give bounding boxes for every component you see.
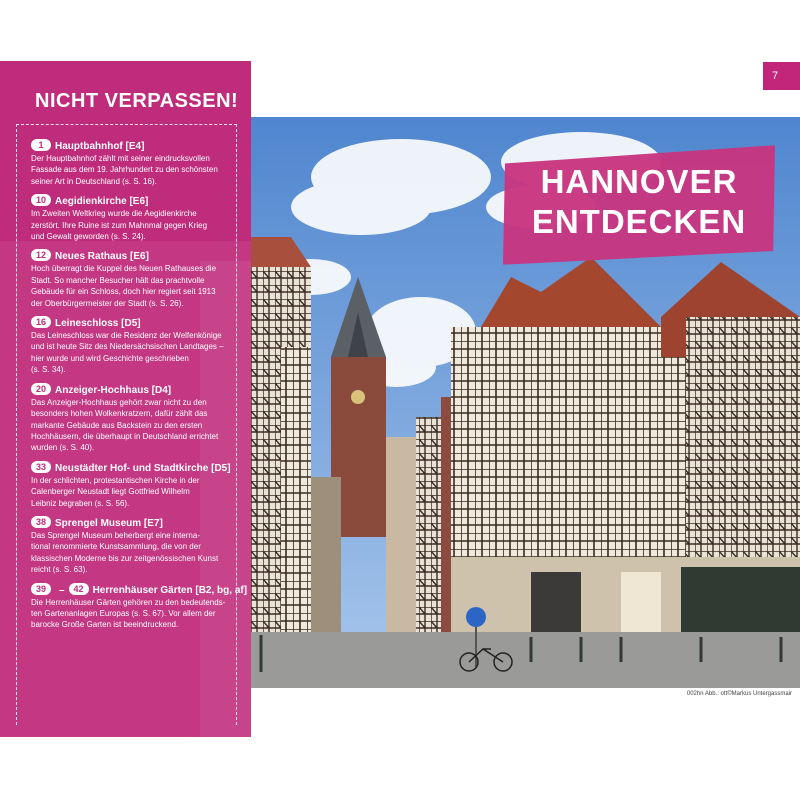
entry-line: Hoch überragt die Kuppel des Neuen Rathauses die (31, 264, 217, 274)
banner-line-2: ENTDECKEN (531, 203, 747, 240)
entry-line: ten Gartenanlagen Europas (s. S. 67). Vor allem der (31, 608, 216, 618)
entry-heading (31, 316, 239, 330)
entry-line: Fassade aus dem 19. Jahrhundert zu den schönsten (31, 165, 218, 175)
entry-line: zerstört. Ihre Ruine ist zum Mahnmal gegen Krieg (31, 220, 208, 230)
banner-title (501, 162, 777, 242)
entry-title: Leineschloss [D5] (55, 318, 141, 330)
entry-line: reicht (s. S. 63). (31, 565, 88, 575)
entry-title: Neues Rathaus [E6] (55, 251, 149, 263)
photo-credit: 002hn Abb.: ott©Markus Untergassmair (686, 691, 792, 697)
entry-line: besonders hohen Wolkenkratzern, dafür zählt das (31, 409, 208, 419)
entry-line: Hochhäusern, die überhaupt in Deutschland errichtet (31, 431, 219, 441)
entry-line: Das Sprengel Museum beherbergt eine interna- (31, 530, 200, 540)
entry-heading (31, 249, 239, 263)
entry-line: Der Hauptbahnhof zählt mit seiner eindrucksvollen (31, 154, 210, 163)
entry-heading (31, 194, 239, 208)
sight-number-badge: 12 (31, 249, 51, 261)
sidebar-title: NICHT VERPASSEN! (35, 90, 239, 112)
entry-line: Gebäude für ein Schloss, doch hier regiert seit 1913 (31, 287, 216, 297)
entry-line: tional renommierte Kunstsammlung, die von der (31, 542, 201, 552)
sight-entry-sprengel-museum (31, 516, 239, 576)
entry-line: Calenberger Neustadt liegt Gottfried Wilhelm (31, 487, 190, 497)
sight-number-badge: 20 (31, 383, 51, 395)
sight-entry-leineschloss (31, 316, 239, 376)
entry-title: Sprengel Museum [E7] (55, 517, 163, 529)
entry-line: wurden (s. S. 40). (31, 443, 95, 453)
sight-entry-neues-rathaus (31, 249, 239, 309)
entry-line: und ist heute Sitz des Niedersächsischen Landtages – (31, 342, 224, 352)
entry-line: Stadt. So mancher Besucher hält das prachtvolle (31, 275, 205, 285)
sight-entry-neustaedter-kirche (31, 461, 239, 509)
entry-heading (31, 383, 239, 397)
entry-heading (31, 516, 239, 530)
sight-number-badge: 10 (31, 194, 51, 206)
entry-line: (s. S. 34). (31, 365, 66, 375)
sight-list (31, 139, 248, 638)
sight-entry-hauptbahnhof (31, 139, 239, 187)
sight-entry-aegidienkirche (31, 194, 239, 242)
page-number: 7 (763, 62, 800, 90)
entry-description (31, 597, 239, 631)
entry-line: In der schlichten, protestantischen Kirche in der (31, 475, 200, 485)
entry-description (31, 330, 239, 376)
banner-line-1: HANNOVER (540, 163, 738, 200)
entry-line: Das Anzeiger-Hochhaus gehört zwar nicht zu den (31, 397, 207, 407)
entry-line: der Oberbürgermeister der Stadt (s. S. 26). (31, 298, 184, 308)
entry-line: Im Zweiten Weltkrieg wurde die Aegidienkirche (31, 209, 197, 219)
nicht-verpassen-sidebar (0, 61, 251, 737)
sight-entry-herrenhaeuser-gaerten (31, 583, 248, 631)
entry-line: und Gewalt geworden (s. S. 24). (31, 232, 146, 242)
entry-line: hier wurde und wird Geschichte geschrieben (31, 353, 189, 363)
entry-heading (31, 461, 239, 475)
entry-description (31, 263, 239, 309)
entry-description (31, 475, 239, 509)
entry-heading (31, 583, 248, 597)
range-dash: – (59, 584, 65, 596)
sight-number-badge: 16 (31, 316, 51, 328)
sight-number-badge: 1 (31, 139, 51, 151)
entry-title: Neustädter Hof- und Stadtkirche [D5] (55, 462, 231, 474)
entry-heading (31, 139, 239, 153)
entry-line: seiner Art in Deutschland (s. S. 16). (31, 176, 157, 186)
entry-title: Hauptbahnhof [E4] (55, 141, 145, 152)
sight-number-badge: 42 (69, 583, 89, 595)
entry-line: Das Leineschloss war die Residenz der Welfenkönige (31, 331, 222, 341)
entry-description (31, 208, 239, 242)
entry-description (31, 530, 239, 576)
entry-description (31, 397, 239, 454)
entry-line: Die Herrenhäuser Gärten gehören zu den bedeutends- (31, 597, 226, 607)
entry-line: markante Gebäude aus Backstein zu den ersten (31, 420, 203, 430)
entry-line: klassischen Moderne bis zur zeitgenössischen Kunst (31, 553, 219, 563)
sight-entry-anzeiger-hochhaus (31, 383, 239, 454)
sight-number-badge: 38 (31, 516, 51, 528)
entry-title: Aegidienkirche [E6] (55, 196, 149, 208)
entry-title: Anzeiger-Hochhaus [D4] (55, 384, 172, 396)
title-banner (501, 150, 777, 260)
sight-number-badge: 39 (31, 583, 51, 595)
entry-title: Herrenhäuser Gärten [B2, bg, af] (92, 584, 248, 596)
entry-line: barocke Große Garten ist beeindruckend. (31, 620, 179, 630)
entry-description (31, 153, 239, 187)
sight-number-badge: 33 (31, 461, 51, 473)
entry-line: Leibniz begraben (s. S. 56). (31, 498, 130, 508)
